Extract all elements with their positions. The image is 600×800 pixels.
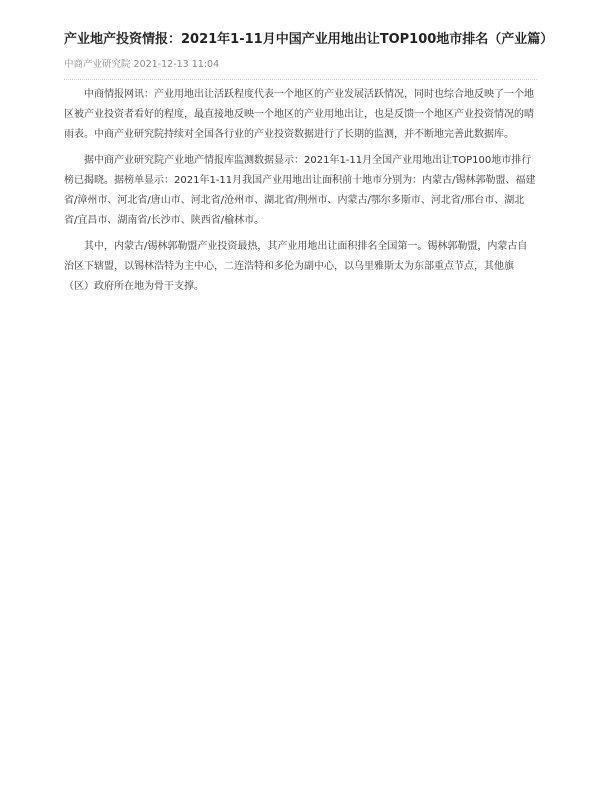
paragraph: 中商情报网讯：产业用地出让活跃程度代表一个地区的产业发展活跃情况，同时也综合地反映了一个地区被产业投资者看好的程度，最直接地反映一个地区的产业用地出让，也是反馈一个地区产业投资情况的晴雨表。中商产业研究院持续对全国各行业的产业投资数据进行了长期的监测，并不断地完善此数据库。 (64, 89, 534, 140)
article-title: 产业地产投资情报：2021年1-11月中国产业用地出让TOP100地市排名（产业篇） (64, 32, 554, 47)
paragraph: 据中商产业研究院产业地产情报库监测数据显示：2021年1-11月全国产业用地出让TOP100地市排行榜已揭晓。据榜单显示：2021年1-11月我国产业用地出让面积前十地市分别为：内蒙古/锡林郭勒盟、福建省/漳州市、河北省/唐山市、河北省/沧州市、湖北省/荆州市、内蒙古/鄂尔多斯市、河北省/邢台市、湖北省/宜昌市、湖南省/长沙市、陕西省/榆林市。 (64, 155, 536, 226)
paragraph: 其中，内蒙古/锡林郭勒盟产业投资最热，其产业用地出让面积排名全国第一。锡林郭勒盟，内蒙古自治区下辖盟，以锡林浩特为主中心，二连浩特和多伦为副中心，以乌里雅斯太为东部重点节点，其他旗（区）政府所在地为骨干支撑。 (64, 241, 528, 292)
divider (64, 79, 537, 80)
article-meta: 中商产业研究院 2021-12-13 11:04 (64, 59, 220, 70)
article (64, 30, 554, 303)
article-body (64, 85, 537, 297)
